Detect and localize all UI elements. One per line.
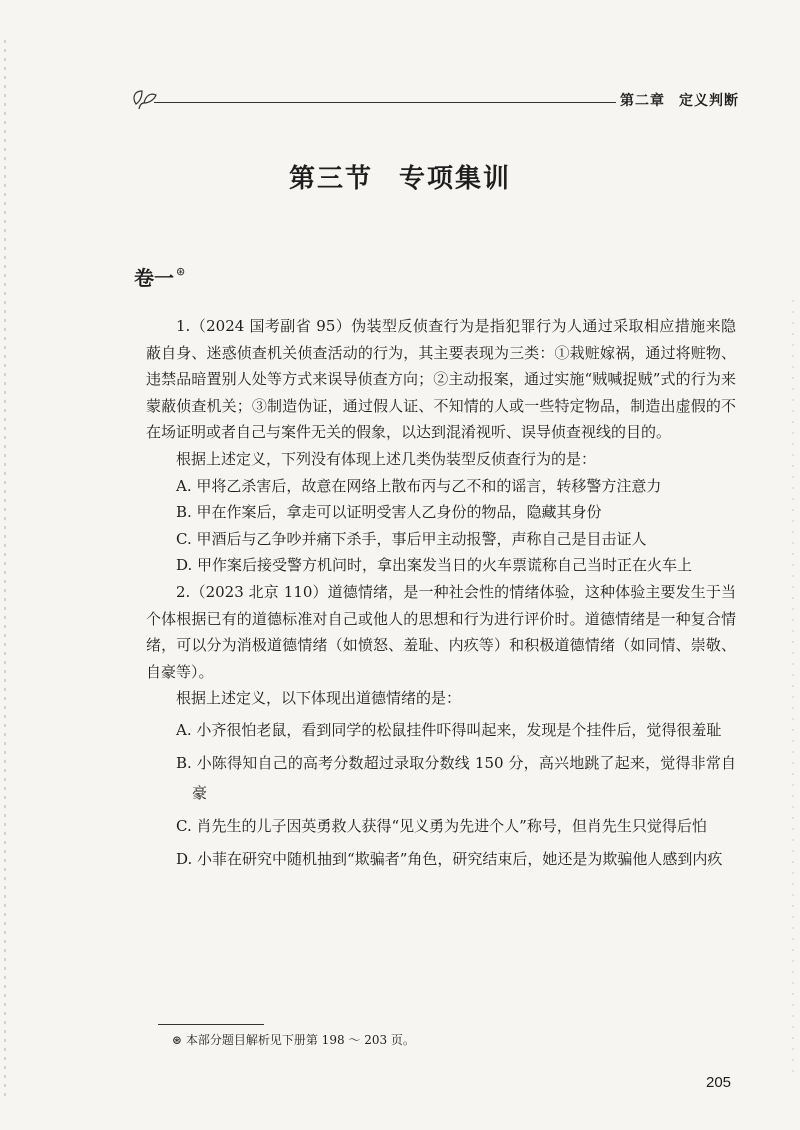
chapter-number: 第二章	[620, 93, 665, 109]
footnote-rule	[158, 1024, 264, 1025]
question-2-option-c: C. 肖先生的儿子因英勇救人获得“见义勇为先进个人”称号，但肖先生只觉得后怕	[176, 816, 707, 835]
section-title	[0, 158, 800, 195]
question-1-prompt: 根据上述定义，下列没有体现上述几类伪装型反侦查行为的是：	[176, 449, 597, 468]
header-rule	[154, 102, 616, 103]
question-2-stem: 2.（2023 北京 110）道德情绪，是一种社会性的情绪体验，这种体验主要发生于当个体根据已有的道德标准对自己或他人的思想和行为进行评价时。道德情绪是一种复合情绪，可以分为消极道德情绪（如愤怒、羞耻、内疚等）和积极道德情绪（如同情、崇敬、自豪等）。	[146, 582, 736, 681]
chapter-heading	[620, 90, 739, 110]
footnote-mark: ⊛	[176, 265, 186, 278]
question-1-option-b: B. 甲在作案后，拿走可以证明受害人乙身份的物品，隐藏其身份	[176, 503, 602, 522]
chapter-topic: 定义判断	[679, 93, 739, 109]
question-1-option-a: A. 甲将乙杀害后，故意在网络上散布丙与乙不和的谣言，转移警方注意力	[176, 476, 662, 495]
question-content	[146, 313, 736, 877]
scan-edge-right	[792, 300, 794, 1080]
page-number: 205	[706, 1074, 732, 1091]
section-name: 专项集训	[399, 164, 512, 194]
footnote: ⊛ 本部分题目解析见下册第 198 ～ 203 页。	[172, 1033, 415, 1047]
volume-label: 卷一	[134, 266, 174, 290]
question-2-option-d: D. 小菲在研究中随机抽到“欺骗者”角色，研究结束后，她还是为欺骗他人感到内疚	[176, 849, 723, 868]
running-header	[130, 82, 739, 112]
question-2-option-b: B. 小陈得知自己的高考分数超过录取分数线 150 分，高兴地跳了起来，觉得非常自豪	[176, 753, 736, 802]
sprout-leaf-icon	[130, 82, 160, 112]
question-2-prompt: 根据上述定义，以下体现出道德情绪的是：	[176, 689, 462, 708]
question-1-option-d: D. 甲作案后接受警方机问时，拿出案发当日的火车票谎称自己当时正在火车上	[176, 556, 693, 575]
section-number: 第三节	[288, 164, 373, 194]
question-1-option-c: C. 甲酒后与乙争吵并痛下杀手，事后甲主动报警，声称自己是目击证人	[176, 529, 647, 548]
question-2-option-a: A. 小齐很怕老鼠，看到同学的松鼠挂件吓得叫起来，发现是个挂件后，觉得很羞耻	[176, 720, 722, 739]
volume-heading	[134, 262, 185, 291]
question-1-stem: 1.（2024 国考副省 95）伪装型反侦查行为是指犯罪行为人通过采取相应措施来隐蔽自身、迷惑侦查机关侦查活动的行为，其主要表现为三类：①栽赃嫁祸，通过将赃物、违禁品暗置别人处等方式来误导侦查方向；②主动报案，通过实施“贼喊捉贼”式的行为来蒙蔽侦查机关；③制造伪证，通过假人证、不知情的人或一些特定物品，制造出虚假的不在场证明或者自己与案件无关的假象，以达到混淆视听、误导侦查视线的目的。	[146, 317, 736, 442]
scan-edge-left	[4, 40, 6, 1100]
